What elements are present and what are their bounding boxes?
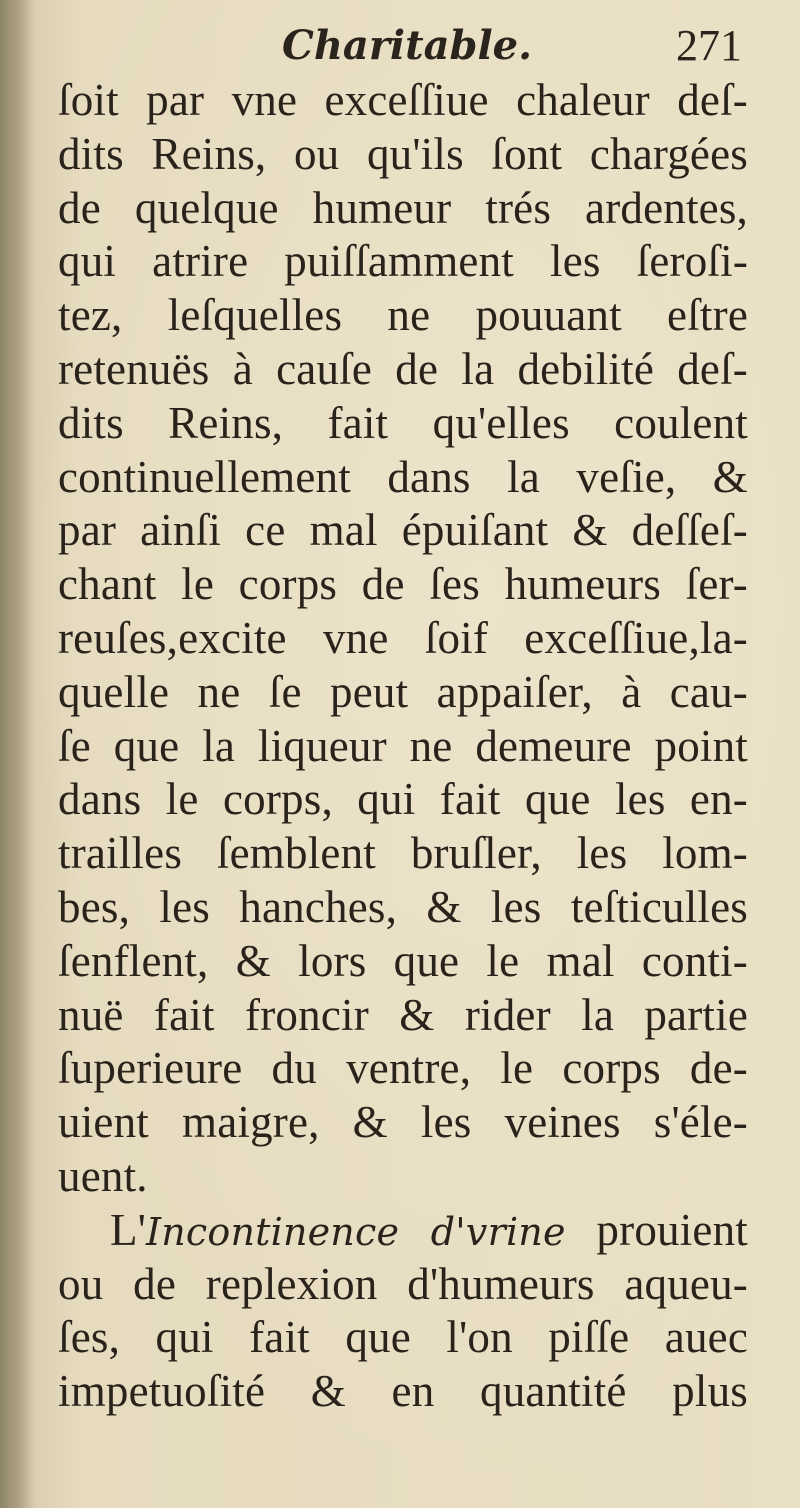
text-line: ſenflent, & lors que le mal conti- [58, 935, 748, 986]
italic-term: Incontinence d'vrine [146, 1209, 566, 1254]
text-line: qui atrire puiſſamment les ſeroſi- [58, 236, 748, 287]
text-line: uient maigre, & les veines s'éle- [58, 1097, 748, 1148]
text-line: ou de replexion d'humeurs aqueu- [58, 1258, 748, 1309]
text-line: quelle ne ſe peut appaiſer, à cau- [58, 666, 748, 717]
text-line: dits Reins, fait qu'elles coulent [58, 397, 748, 448]
text-line: trailles ſemblent bruſler, les lom- [58, 828, 748, 879]
text-line: ſuperieure du ventre, le corps de- [58, 1043, 748, 1094]
page-gutter-shadow [0, 0, 34, 1508]
text-line: dits Reins, ou qu'ils ſont chargées [58, 128, 748, 179]
text-line: chant le corps de ſes humeurs ſer- [58, 559, 748, 610]
page-number: 271 [676, 21, 742, 70]
text-line: par ainſi ce mal épuiſant & deſſeſ- [58, 505, 748, 556]
text-line: bes, les hanches, & les teſticulles [58, 881, 748, 932]
text-line: ſes, qui fait que l'on piſſe auec [58, 1312, 748, 1363]
paragraph-opening-line [58, 1204, 748, 1258]
text-line: tez, leſquelles ne pouuant eſtre [58, 290, 748, 341]
text-line: ſoit par vne exceſſiue chaleur deſ- [58, 75, 748, 125]
text-line: ſe que la liqueur ne demeure point [58, 720, 748, 771]
running-head [0, 18, 800, 74]
body-text [58, 74, 748, 1419]
running-head-title: Charitable. [282, 22, 533, 69]
paragraph-lead-rest: prouient [565, 1204, 748, 1255]
text-line: nuë fait froncir & rider la partie [58, 989, 748, 1040]
text-line: dans le corps, qui fait que les en- [58, 774, 748, 825]
text-line: impetuoſité & en quantité plus [58, 1366, 748, 1417]
text-line: reuſes,excite vne ſoif exceſſiue,la- [58, 612, 748, 663]
text-line: uent. [58, 1150, 148, 1201]
text-line: retenuës à cauſe de la debilité deſ- [58, 343, 748, 394]
paragraph-lead: L' [110, 1204, 146, 1255]
text-line: de quelque humeur trés ardentes, [58, 182, 748, 233]
text-line: continuellement dans la veſie, & [58, 451, 748, 502]
